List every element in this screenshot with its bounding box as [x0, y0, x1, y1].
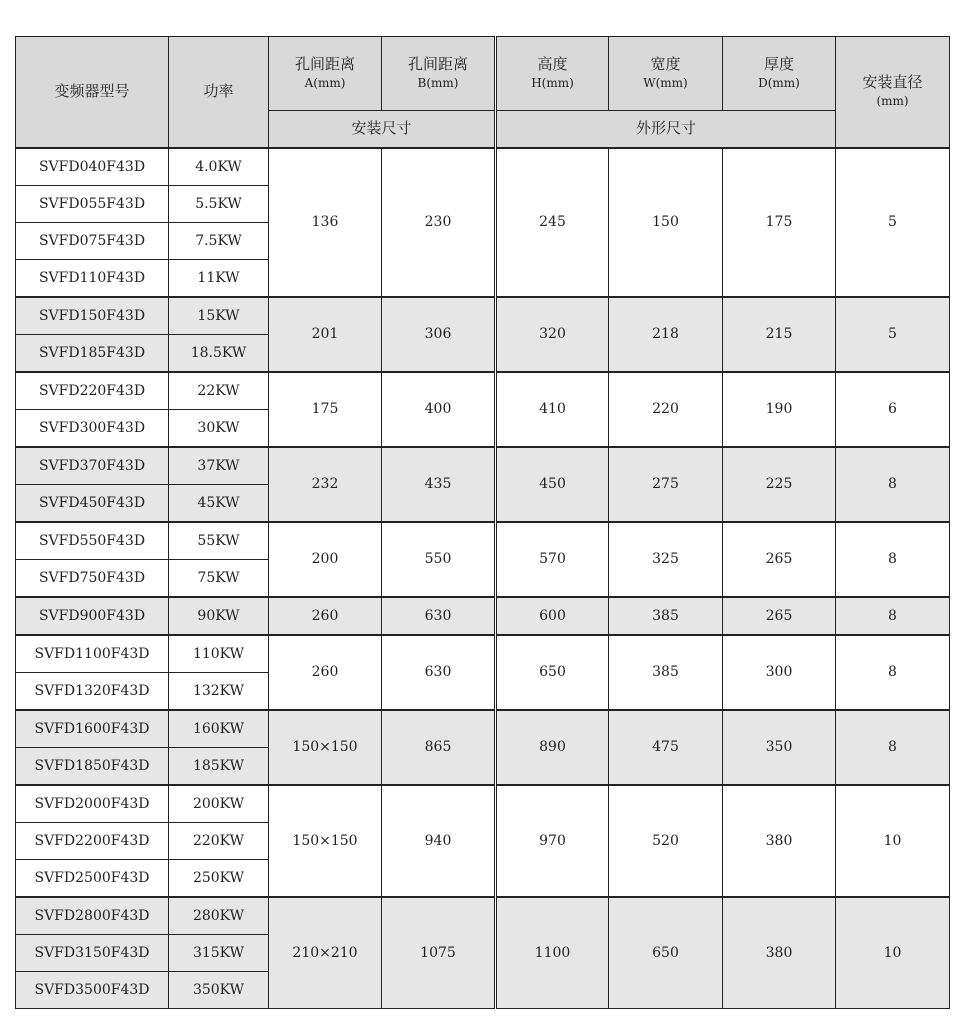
header-diameter — [836, 37, 950, 148]
model-cell: SVFD150F43D — [16, 297, 169, 335]
header-hole-a — [269, 37, 382, 111]
hole-a-cell: 175 — [269, 372, 382, 447]
header-height-label: 高度 — [537, 54, 568, 73]
table-row — [16, 897, 950, 935]
model-cell: SVFD1100F43D — [16, 635, 169, 673]
model-cell: SVFD900F43D — [16, 597, 169, 635]
power-cell: 22KW — [169, 372, 269, 410]
model-cell: SVFD055F43D — [16, 185, 169, 222]
height-cell: 890 — [496, 710, 609, 785]
header-model: 变频器型号 — [16, 37, 169, 148]
power-cell: 37KW — [169, 447, 269, 485]
hole-a-cell: 201 — [269, 297, 382, 372]
power-cell: 90KW — [169, 597, 269, 635]
width-cell: 520 — [609, 785, 723, 897]
power-cell: 15KW — [169, 297, 269, 335]
power-cell: 5.5KW — [169, 185, 269, 222]
header-diameter-unit: (mm) — [876, 93, 909, 108]
power-cell: 280KW — [169, 897, 269, 935]
power-cell: 30KW — [169, 409, 269, 447]
height-cell: 245 — [496, 148, 609, 297]
power-cell: 110KW — [169, 635, 269, 673]
depth-cell: 350 — [723, 710, 836, 785]
diameter-cell: 5 — [836, 148, 950, 297]
model-cell: SVFD2200F43D — [16, 822, 169, 859]
diameter-cell: 8 — [836, 522, 950, 597]
table-row — [16, 785, 950, 823]
header-height — [496, 37, 609, 111]
hole-a-cell: 260 — [269, 597, 382, 635]
power-cell: 7.5KW — [169, 222, 269, 259]
power-cell: 75KW — [169, 559, 269, 597]
table-row — [16, 522, 950, 560]
width-cell: 385 — [609, 635, 723, 710]
power-cell: 185KW — [169, 747, 269, 785]
table-row — [16, 297, 950, 335]
model-cell: SVFD2800F43D — [16, 897, 169, 935]
depth-cell: 380 — [723, 785, 836, 897]
header-height-unit: H(mm) — [531, 75, 574, 90]
model-cell: SVFD450F43D — [16, 484, 169, 522]
hole-b-cell: 306 — [382, 297, 496, 372]
width-cell: 475 — [609, 710, 723, 785]
table-header — [16, 37, 950, 148]
model-cell: SVFD040F43D — [16, 148, 169, 186]
hole-a-cell: 150×150 — [269, 785, 382, 897]
model-cell: SVFD1320F43D — [16, 672, 169, 710]
width-cell: 220 — [609, 372, 723, 447]
power-cell: 250KW — [169, 859, 269, 897]
height-cell: 970 — [496, 785, 609, 897]
model-cell: SVFD300F43D — [16, 409, 169, 447]
width-cell: 150 — [609, 148, 723, 297]
hole-a-cell: 260 — [269, 635, 382, 710]
power-cell: 350KW — [169, 971, 269, 1008]
depth-cell: 190 — [723, 372, 836, 447]
header-width-label: 宽度 — [650, 54, 681, 73]
header-depth-label: 厚度 — [763, 54, 794, 73]
power-cell: 45KW — [169, 484, 269, 522]
header-outline-size: 外形尺寸 — [496, 111, 836, 148]
diameter-cell: 8 — [836, 635, 950, 710]
table-row — [16, 635, 950, 673]
model-cell: SVFD2500F43D — [16, 859, 169, 897]
diameter-cell: 10 — [836, 785, 950, 897]
table-row — [16, 597, 950, 635]
height-cell: 1100 — [496, 897, 609, 1009]
height-cell: 320 — [496, 297, 609, 372]
header-width-unit: W(mm) — [643, 75, 688, 90]
hole-b-cell: 230 — [382, 148, 496, 297]
height-cell: 570 — [496, 522, 609, 597]
model-cell: SVFD750F43D — [16, 559, 169, 597]
header-hole-a-unit: A(mm) — [304, 75, 346, 90]
hole-a-cell: 150×150 — [269, 710, 382, 785]
power-cell: 160KW — [169, 710, 269, 748]
header-hole-b-label: 孔间距离 — [407, 54, 468, 73]
header-hole-b — [382, 37, 496, 111]
width-cell: 275 — [609, 447, 723, 522]
width-cell: 650 — [609, 897, 723, 1009]
width-cell: 385 — [609, 597, 723, 635]
table-row — [16, 447, 950, 485]
hole-b-cell: 865 — [382, 710, 496, 785]
hole-a-cell: 136 — [269, 148, 382, 297]
header-power: 功率 — [169, 37, 269, 148]
model-cell: SVFD1850F43D — [16, 747, 169, 785]
table-row — [16, 710, 950, 748]
hole-b-cell: 1075 — [382, 897, 496, 1009]
hole-b-cell: 630 — [382, 635, 496, 710]
header-depth — [723, 37, 836, 111]
hole-a-cell: 210×210 — [269, 897, 382, 1009]
hole-b-cell: 435 — [382, 447, 496, 522]
hole-b-cell: 400 — [382, 372, 496, 447]
hole-a-cell: 200 — [269, 522, 382, 597]
power-cell: 4.0KW — [169, 148, 269, 186]
model-cell: SVFD370F43D — [16, 447, 169, 485]
diameter-cell: 8 — [836, 710, 950, 785]
depth-cell: 300 — [723, 635, 836, 710]
diameter-cell: 8 — [836, 447, 950, 522]
power-cell: 18.5KW — [169, 334, 269, 372]
width-cell: 325 — [609, 522, 723, 597]
model-cell: SVFD185F43D — [16, 334, 169, 372]
hole-b-cell: 630 — [382, 597, 496, 635]
hole-b-cell: 550 — [382, 522, 496, 597]
model-cell: SVFD110F43D — [16, 259, 169, 297]
header-hole-b-unit: B(mm) — [417, 75, 459, 90]
power-cell: 132KW — [169, 672, 269, 710]
height-cell: 450 — [496, 447, 609, 522]
header-install-size: 安装尺寸 — [269, 111, 496, 148]
model-cell: SVFD3150F43D — [16, 934, 169, 971]
table-row — [16, 372, 950, 410]
diameter-cell: 8 — [836, 597, 950, 635]
depth-cell: 265 — [723, 597, 836, 635]
power-cell: 200KW — [169, 785, 269, 823]
model-cell: SVFD3500F43D — [16, 971, 169, 1008]
width-cell: 218 — [609, 297, 723, 372]
height-cell: 650 — [496, 635, 609, 710]
hole-b-cell: 940 — [382, 785, 496, 897]
depth-cell: 265 — [723, 522, 836, 597]
model-cell: SVFD075F43D — [16, 222, 169, 259]
header-width — [609, 37, 723, 111]
model-cell: SVFD220F43D — [16, 372, 169, 410]
depth-cell: 175 — [723, 148, 836, 297]
inverter-dimension-table — [15, 36, 950, 1009]
power-cell: 11KW — [169, 259, 269, 297]
hole-a-cell: 232 — [269, 447, 382, 522]
model-cell: SVFD2000F43D — [16, 785, 169, 823]
power-cell: 315KW — [169, 934, 269, 971]
header-diameter-label: 安装直径 — [862, 72, 923, 91]
table-body — [16, 148, 950, 1009]
diameter-cell: 5 — [836, 297, 950, 372]
depth-cell: 225 — [723, 447, 836, 522]
height-cell: 600 — [496, 597, 609, 635]
power-cell: 55KW — [169, 522, 269, 560]
depth-cell: 215 — [723, 297, 836, 372]
header-depth-unit: D(mm) — [758, 75, 800, 90]
table-row — [16, 148, 950, 186]
model-cell: SVFD550F43D — [16, 522, 169, 560]
header-hole-a-label: 孔间距离 — [294, 54, 355, 73]
height-cell: 410 — [496, 372, 609, 447]
depth-cell: 380 — [723, 897, 836, 1009]
model-cell: SVFD1600F43D — [16, 710, 169, 748]
diameter-cell: 10 — [836, 897, 950, 1009]
diameter-cell: 6 — [836, 372, 950, 447]
power-cell: 220KW — [169, 822, 269, 859]
